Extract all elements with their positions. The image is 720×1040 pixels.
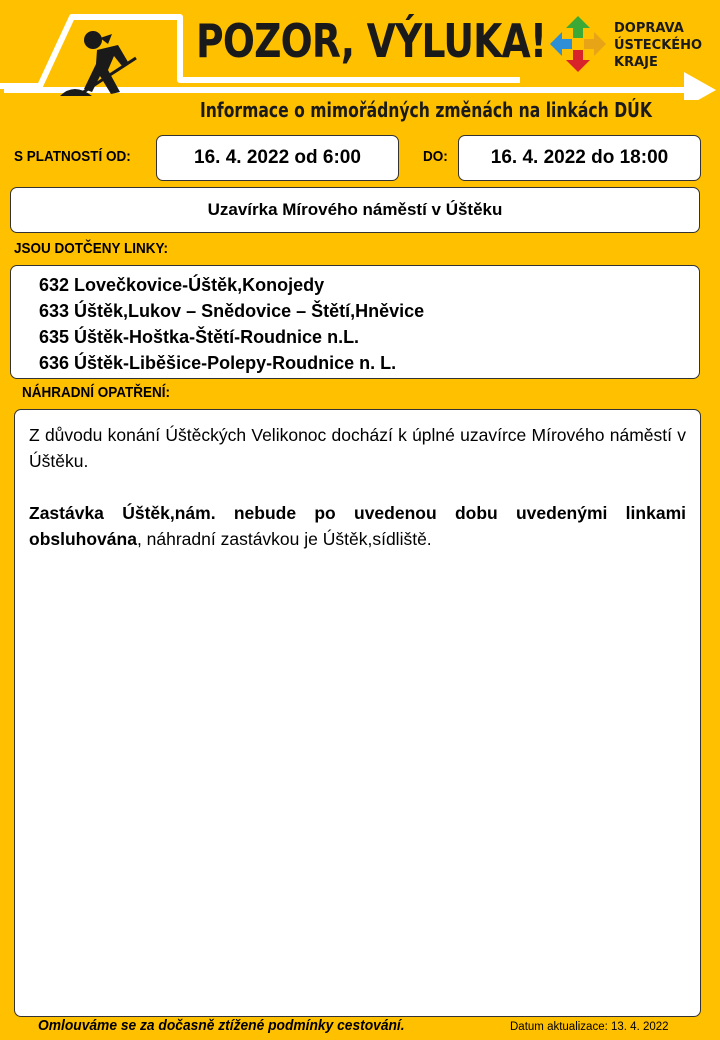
list-item: 635 Úštěk-Hoštka-Štětí-Roudnice n.L. <box>39 327 360 347</box>
affected-lines-label: JSOU DOTČENY LINKY: <box>14 240 169 257</box>
roadworker-icon <box>60 31 136 96</box>
valid-to-value: 16. 4. 2022 do 18:00 <box>458 135 701 181</box>
arrow-head-icon <box>684 72 716 100</box>
logo-line-2: ÚSTECKÉHO <box>614 38 703 53</box>
measures-paragraph-1: Z důvodu konání Úštěckých Velikonoc dochází k úplné uzavírce Mírového náměstí v Úštěku. <box>29 425 686 471</box>
footer-update-date: Datum aktualizace: 13. 4. 2022 <box>510 1021 669 1033</box>
measures-paragraph-2 <box>29 500 686 552</box>
logo-text <box>614 20 702 71</box>
list-item: 632 Lovečkovice-Úštěk,Konojedy <box>39 275 325 295</box>
closure-title: Uzavírka Mírového náměstí v Úštěku <box>10 187 700 233</box>
page-title: POZOR, VÝLUKA! <box>196 14 547 68</box>
logo-line-1: DOPRAVA <box>614 21 684 36</box>
arrows-logo-icon <box>548 14 608 74</box>
measures-paragraph-2-rest: , náhradní zastávkou je Úštěk,sídliště. <box>136 529 432 549</box>
list-item: 633 Úštěk,Lukov – Snědovice – Štětí,Hněvice <box>39 301 425 321</box>
valid-from-label: S PLATNOSTÍ OD: <box>14 148 131 165</box>
valid-from-value: 16. 4. 2022 od 6:00 <box>156 135 399 181</box>
measures-label: NÁHRADNÍ OPATŘENÍ: <box>22 384 170 401</box>
measures-content <box>14 409 701 1017</box>
measures-paragraph-2-bold: Zastávka Úštěk,nám. nebude po uvedenou dobu uvedenými linkami obsluhována <box>29 503 686 549</box>
affected-lines-list <box>10 265 700 379</box>
valid-to-label: DO: <box>423 148 448 165</box>
logo-line-3: KRAJE <box>614 55 658 70</box>
page-subtitle: Informace o mimořádných změnách na linkách DÚK <box>200 98 652 122</box>
footer-apology: Omlouváme se za dočasně ztížené podmínky cestování. <box>38 1017 405 1034</box>
list-item: 636 Úštěk-Liběšice-Polepy-Roudnice n. L. <box>39 353 397 373</box>
